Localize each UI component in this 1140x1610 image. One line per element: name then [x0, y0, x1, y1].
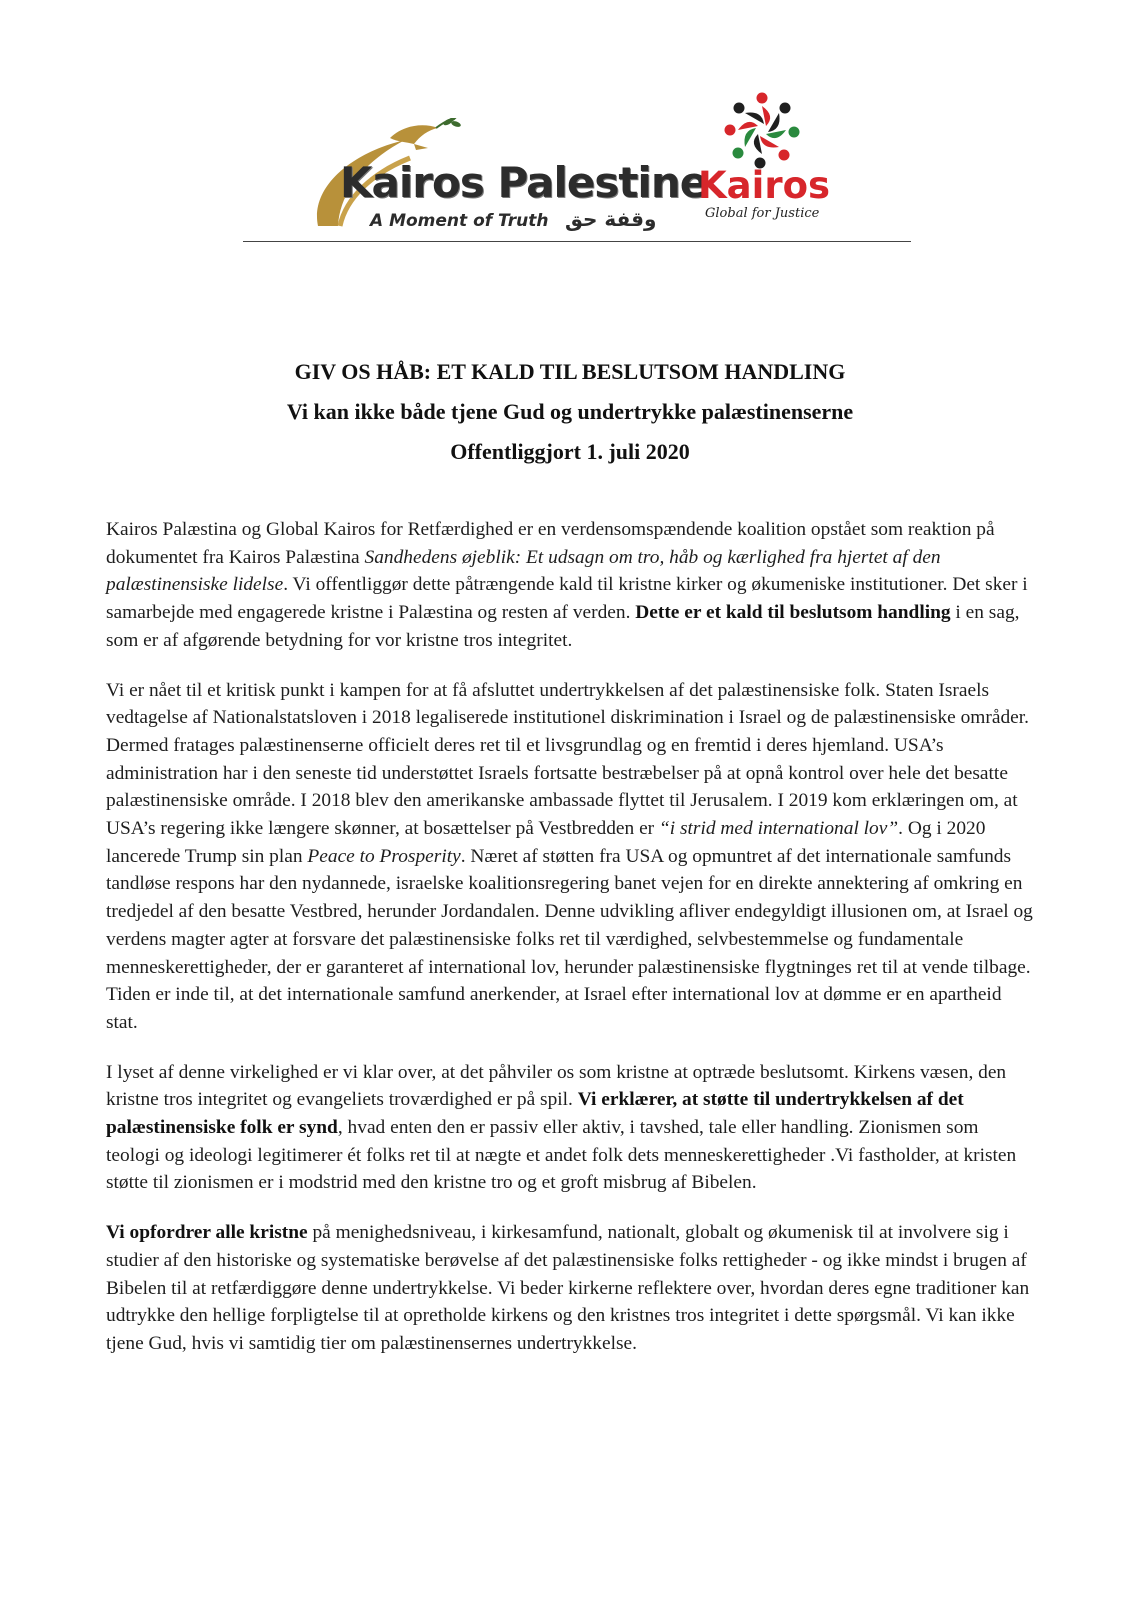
kairos-global-tagline: Global for Justice — [705, 206, 820, 221]
paragraph-3: I lyset af denne virkelighed er vi klar over, at det påhviler os som kristne at optræde beslutsomt. Kirkens væsen, den kristne tros integritet og evangeliets troværdighed er på spil. Vi erklærer, at støtte til undertrykkelsen af det palæstinensiske folk er synd, hvad enten den er passiv eller aktiv, i tavshed, tale eller handling. Zionismen som teologi og ideologi legitimerer ét folks ret til at nægte et andet folk dets menneskerettigheder .Vi fastholder, at kristen støtte til zionismen er i modstrid med den kristne tro og et groft misbrug af Bibelen. — [106, 1061, 1017, 1194]
paragraph-2: Vi er nået til et kritisk punkt i kampen for at få afsluttet undertrykkelsen af det palæstinensiske folk. Staten Israels vedtagelse af Nationalstatsloven i 2018 legaliserede institutionel diskrimination i Israel og de palæstinensiske områder. Dermed fratages palæstinenserne officielt deres ret til et livsgrundlag og en fremtid i deres hjemland. USA’s administration har i den seneste tid understøttet Israels fortsatte bestræbelser på at opnå kontrol over hele det besatte palæstinensiske område. I 2018 blev den amerikanske ambassade flyttet til Jerusalem. I 2019 kom erklæringen om, at USA’s regering ikke længere skønner, at bosættelser på Vestbredden er “i strid med international lov”. Og i 2020 lancerede Trump sin plan Peace to Prosperity. Næret af støtten fra USA og opmuntret af det internationale samfunds tandløse respons har den nydannede, israelske koalitionsregering banet vejen for en direkte annektering af omkring en tredjedel af den besatte Vestbred, herunder Jordandalen. Denne udvikling afliver endegyldigt illusionen om, at Israel og verdens magter agter at forsvare det palæstinensiske folks ret til værdighed, selvbestemmelse og fundamentale menneskerettigheder, der er garanteret af international lov, herunder palæstinensiske flygtninges ret til at vende tilbage. Tiden er inde til, at det internationale samfund anerkender, at Israel efter international lov at dømme er en apartheid stat. — [106, 679, 1033, 1033]
document-title: GIV OS HÅB: ET KALD TIL BESLUTSOM HANDLING — [294, 359, 846, 384]
document-subtitle: Vi kan ikke både tjene Gud og undertrykke palæstinenserne — [286, 399, 854, 424]
people-circle-icon — [707, 90, 817, 170]
kairos-global-wordmark: Kairos — [698, 164, 831, 207]
kairos-global-logo — [695, 90, 835, 240]
header-divider — [243, 241, 911, 242]
logo-header — [240, 88, 910, 244]
document-heading — [0, 352, 1140, 472]
paragraph-4: Vi opfordrer alle kristne på menighedsniveau, i kirkesamfund, nationalt, globalt og økumenisk til at involvere sig i studier af den historiske og systematiske berøvelse af det palæstinensiske folks rettigheder - og ikke mindst i brugen af Bibelen til at retfærdiggøre denne undertrykkelse. Vi beder kirkerne reflektere over, hvordan deres egne traditioner kan udtrykke den hellige forpligtelse til at opretholde kirkens og den kristnes tros integritet i dette spørgsmål. Vi kan ikke tjene Gud, hvis vi samtidig tier om palæstinensernes undertrykkelse. — [106, 1222, 1030, 1354]
kairos-palestine-arabic: وقفة حق — [565, 207, 657, 231]
paragraph-1: Kairos Palæstina og Global Kairos for Retfærdighed er en verdensomspændende koalition opstået som reaktion på dokumentet fra Kairos Palæstina Sandhedens øjeblik: Et udsagn om tro, håb og kærlighed fra hjertet af den palæstinensiske lidelse. Vi offentliggør dette påtrængende kald til kristne kirker og økumeniske institutioner. Det sker i samarbejde med engagerede kristne i Palæstina og resten af verden. Dette er et kald til beslutsom handling i en sag, som er af afgørende betydning for vor kristne tros integritet. — [106, 519, 1028, 651]
publication-date: Offentliggjort 1. juli 2020 — [450, 439, 690, 464]
kairos-palestine-tagline: A Moment of Truth — [370, 211, 549, 231]
kairos-palestine-logo — [310, 118, 708, 238]
kairos-palestine-wordmark: Kairos Palestine — [340, 158, 708, 207]
document-body — [106, 516, 1036, 1380]
